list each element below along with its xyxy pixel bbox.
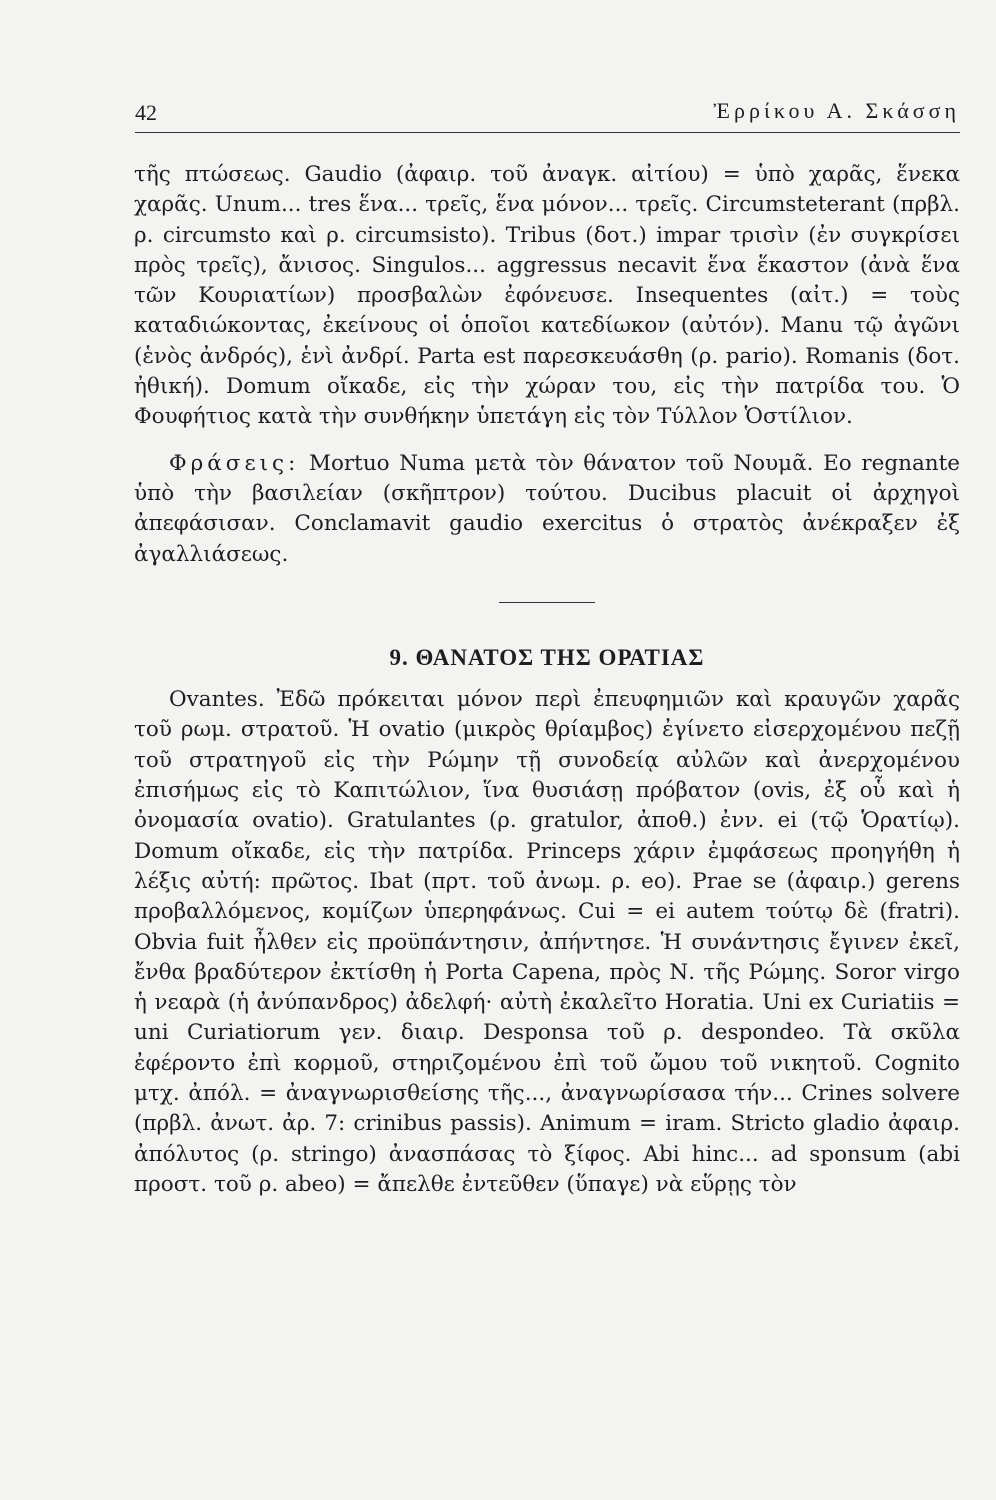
- phrases-label: Φράσεις:: [169, 450, 300, 476]
- phrases-text: Mortuo Numa μετὰ τὸν θάνατον τοῦ Νουμᾶ. Eo regnante ὑπὸ τὴν βασιλείαν (σκῆπτρον) τούτου. Ducibus placuit οἱ ἀρχηγοὶ ἀπεφάσισαν. Conclamavit gaudio exercitus ὁ στρατὸς ἀνέκραξεν ἐξ ἀγαλλιάσεως.: [134, 450, 960, 567]
- page-body: [134, 160, 960, 1200]
- paragraph-continuation: τῆς πτώσεως. Gaudio (ἀφαιρ. τοῦ ἀναγκ. αἰτίου) = ὑπὸ χαρᾶς, ἕνεκα χαρᾶς. Unum... tres ἕνα... τρεῖς, ἕνα μόνον... τρεῖς. Circumsteterant (πρβλ. ρ. circumsto καὶ ρ. circumsisto). Tribus (δοτ.) impar τρισὶν (ἐν συγκρίσει πρὸς τρεῖς), ἄνισος. Singulos... aggressus necavit ἕνα ἕκαστον (ἀνὰ ἕνα τῶν Κουριατίων) προσβαλὼν ἐφόνευσε. Insequentes (αἰτ.) = τοὺς καταδιώκοντας, ἐκείνους οἱ ὁποῖοι κατεδίωκον (αὐτόν). Manu τῷ ἀγῶνι (ἑνὸς ἀνδρός), ἑνὶ ἀνδρί. Parta est παρεσκευάσθη (ρ. pario). Romanis (δοτ. ἠθική). Domum οἴκαδε, εἰς τὴν χώραν του, εἰς τὴν πατρίδα του. Ὁ Φουφήτιος κατὰ τὴν συνθήκην ὑπετάγη εἰς τὸν Τύλλον Ὁστίλιον.: [134, 162, 960, 430]
- page-number: 42: [135, 100, 157, 125]
- page-header: [135, 92, 960, 133]
- section-divider: [499, 602, 595, 603]
- section-title: 9. ΘΑΝΑΤΟΣ ΤΗΣ ΟΡΑΤΙΑΣ: [389, 644, 705, 670]
- section-paragraph: Ovantes. Ἐδῶ πρόκειται μόνον περὶ ἐπευφημιῶν καὶ κραυγῶν χαρᾶς τοῦ ρωμ. στρατοῦ. Ἡ ovatio (μικρὸς θρίαμβος) ἐγίνετο εἰσερχομένου πεζῇ τοῦ στρατηγοῦ εἰς τὴν Ρώμην τῇ συνοδείᾳ αὐλῶν καὶ ἀνερχομένου ἐπισήμως εἰς τὸ Καπιτώλιον, ἵνα θυσιάσῃ πρόβατον (ovis, ἐξ οὗ καὶ ἡ ὀνομασία ovatio). Gratulantes (ρ. gratulor, ἀποθ.) ἐνν. ei (τῷ Ὁρατίῳ). Domum οἴκαδε, εἰς τὴν πατρίδα. Princeps χάριν ἐμφάσεως προηγήθη ἡ λέξις αὐτή: πρῶτος. Ibat (πρτ. τοῦ ἀνωμ. ρ. eo). Prae se (ἀφαιρ.) gerens προβαλλόμενος, κομίζων ὑπερηφάνως. Cui = ei autem τούτῳ δὲ (fratri). Obvia fuit ἦλθεν εἰς προϋπάντησιν, ἀπήντησε. Ἡ συνάντησις ἔγινεν ἐκεῖ, ἔνθα βραδύτερον ἐκτίσθη ἡ Porta Capena, πρὸς Ν. τῆς Ρώμης. Soror virgo ἡ νεαρὰ (ἡ ἀνύπανδρος) ἀδελφή· αὐτὴ ἐκαλεῖτο Horatia. Uni ex Curiatiis = uni Curiatiorum γεν. διαιρ. Desponsa τοῦ ρ. despondeo. Τὰ σκῦλα ἐφέροντο ἐπὶ κορμοῦ, στηριζομένου ἐπὶ τοῦ ὤμου τοῦ νικητοῦ. Cognito μτχ. ἀπόλ. = ἀναγνωρισθείσης τῆς..., ἀναγνωρίσασα τήν... Crines solvere (πρβλ. ἀνωτ. ἀρ. 7: crinibus passis). Animum = iram. Stricto gladio ἀφαιρ. ἀπόλυτος (ρ. stringo) ἀνασπάσας τὸ ξίφος. Abi hinc... ad sponsum (abi προστ. τοῦ ρ. abeo) = ἄπελθε ἐντεῦθεν (ὕπαγε) νὰ εὕρῃς τὸν: [134, 687, 960, 1197]
- running-title: Ἐρρίκου Α. Σκάσση: [713, 98, 960, 123]
- phrases-paragraph: [134, 449, 960, 570]
